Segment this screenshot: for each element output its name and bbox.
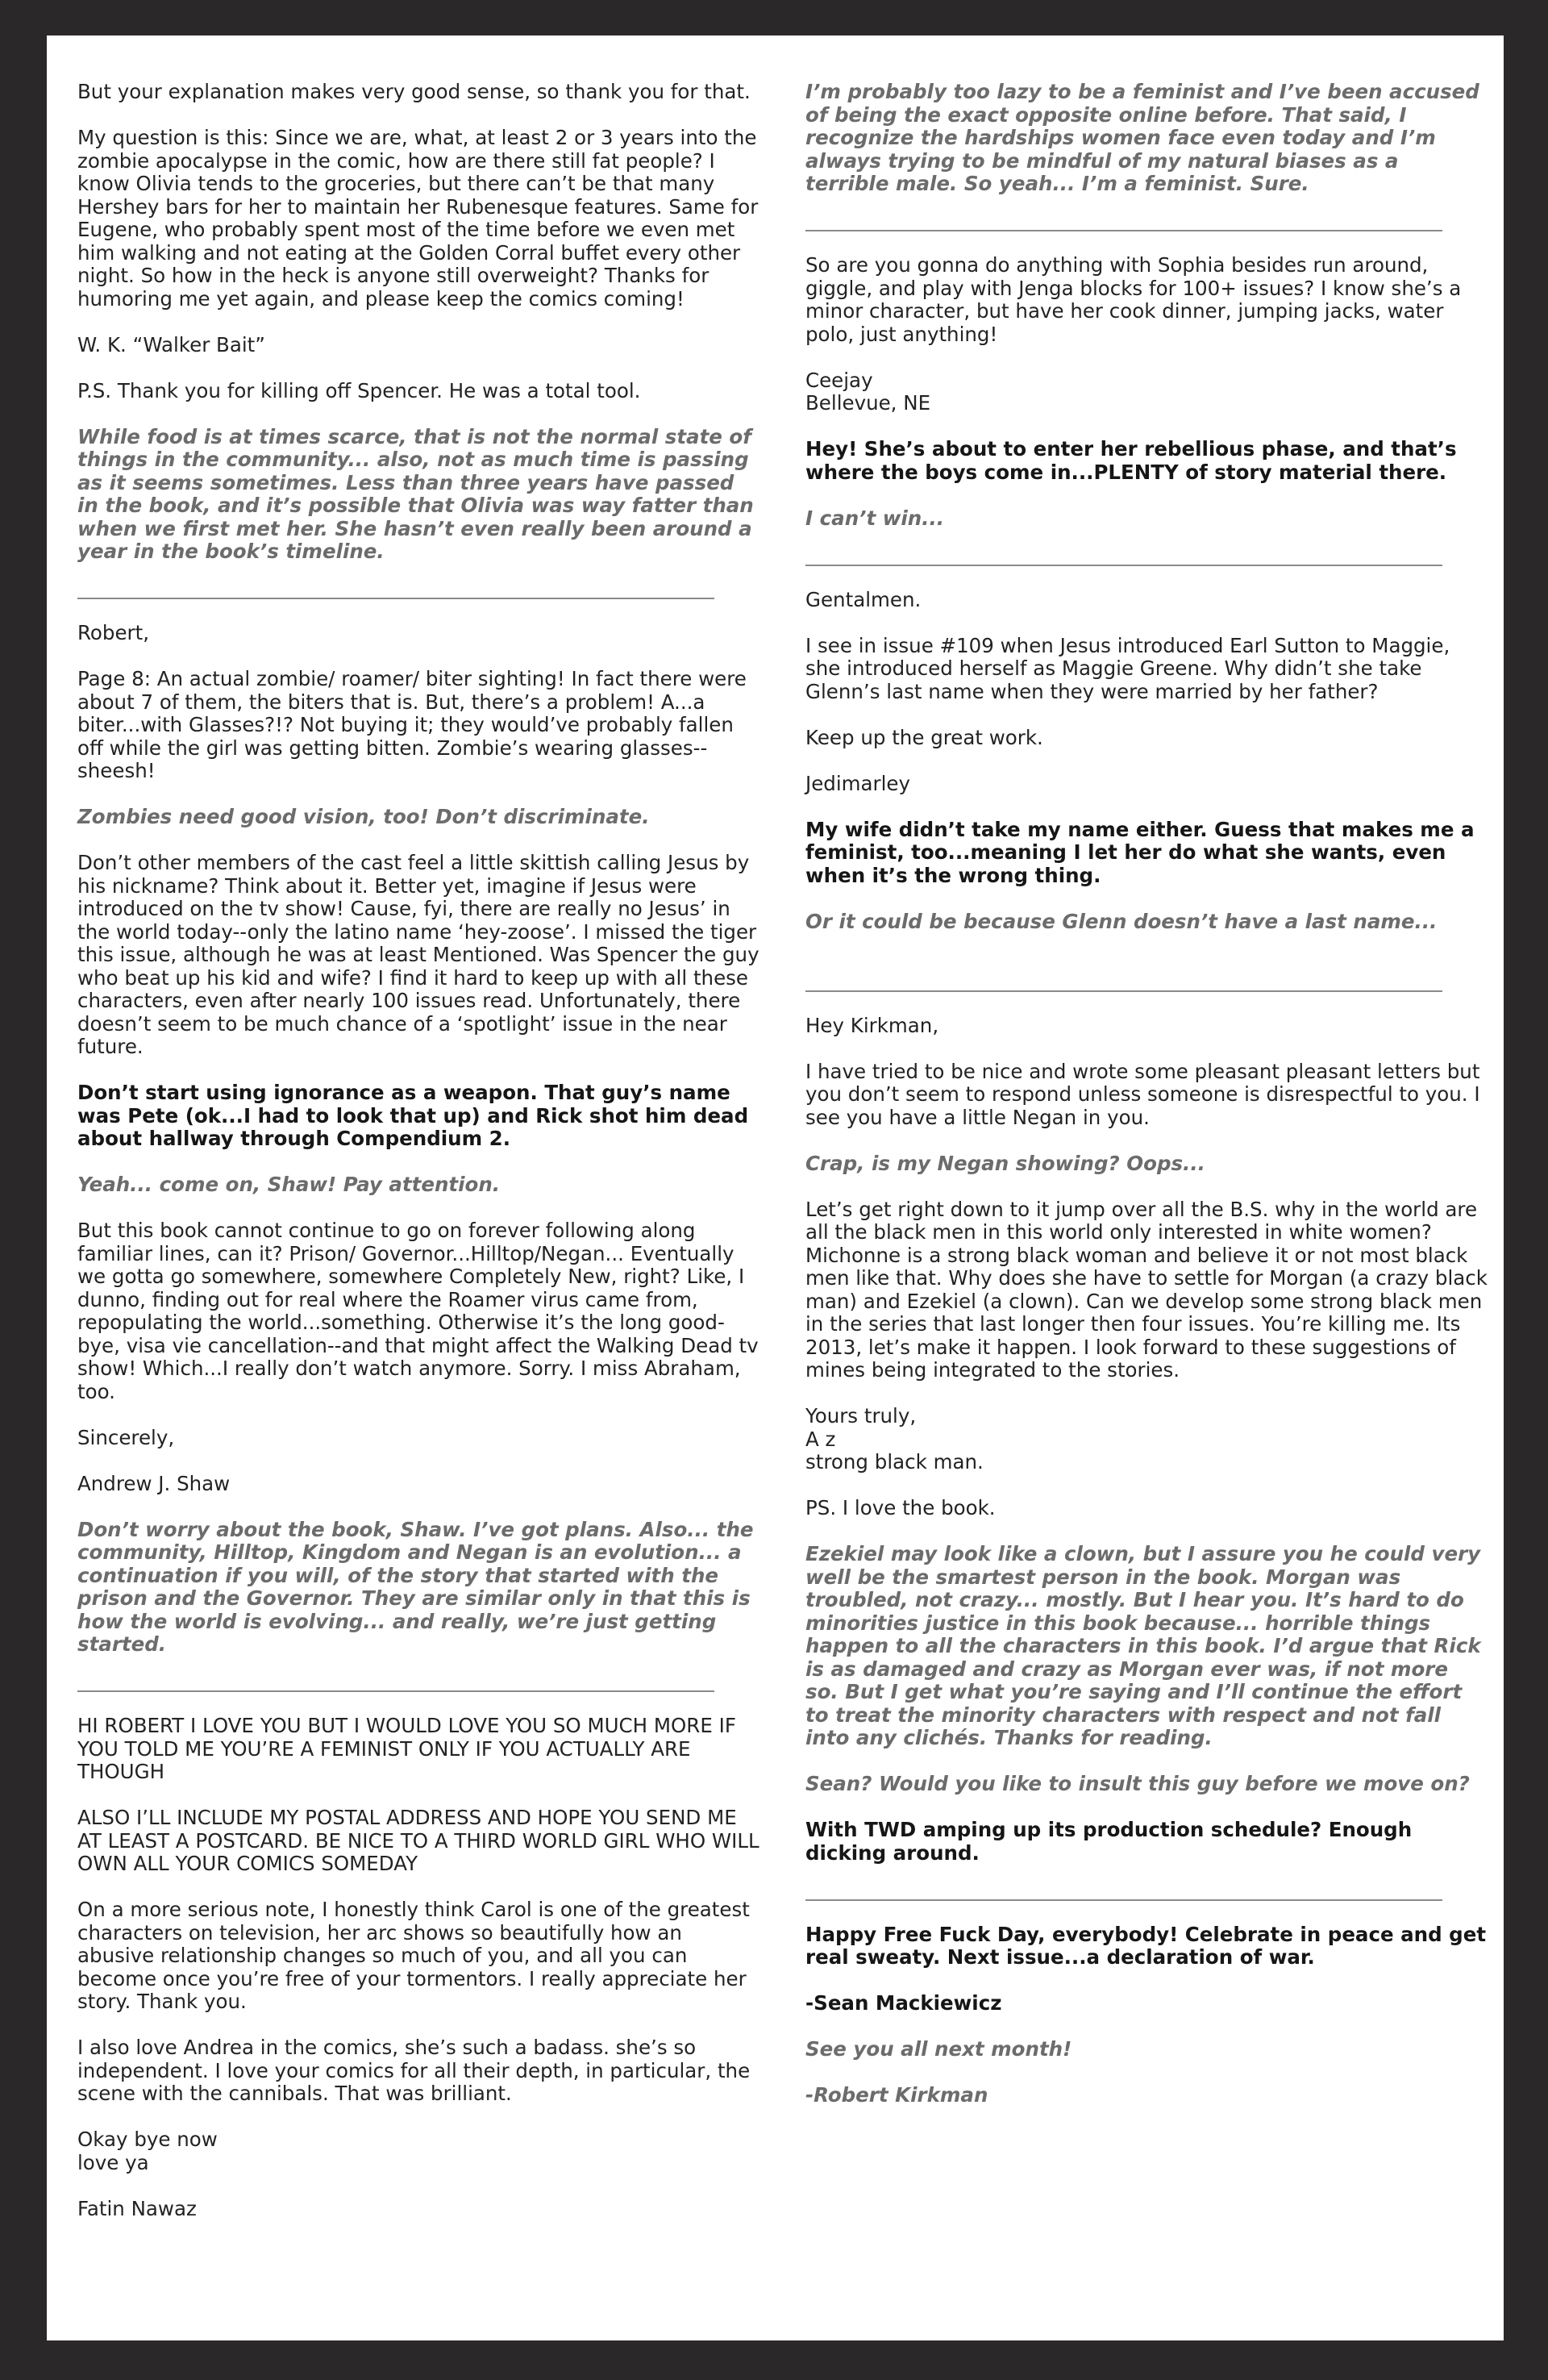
editor-reply-sean: My wife didn’t take my name either. Guess that makes me a feminist, too...meaning I let her do what she wants, even when it’s the wrong thing. [805,817,1475,887]
reader-letter-paragraph: ALSO I’LL INCLUDE MY POSTAL ADDRESS AND HOPE YOU SEND ME AT LEAST A POSTCARD. BE NICE TO A THIRD WORLD GIRL WHO WILL OWN ALL YOUR COMICS SOMEDAY [77,1806,759,1875]
reader-letter-paragraph: Robert, [77,621,150,644]
reader-letter-paragraph: So are you gonna do anything with Sophia besides run around, giggle, and play with Jenga blocks for 100+ issues? I know she’s a minor character, but have her cook dinner, jumping jacks, water polo, just anything! [805,253,1462,346]
editor-reply-kirkman: Don’t worry about the book, Shaw. I’ve got plans. Also... the community, Hilltop, Kingdom and Negan is an evolution... a continuation if you will, of the story that started with the prison and the Governor. They are similar only in that this is how the world is evolving... and really, we’re just getting started. [77,1517,754,1656]
reader-letter-paragraph: I see in issue #109 when Jesus introduced Earl Sutton to Maggie, she introduced herself as Maggie Greene. Why didn’t she take Glenn’s last name when they were married by her father? [805,633,1450,703]
reader-letter-paragraph: Andrew J. Shaw [77,1471,231,1495]
editor-reply-kirkman: Ezekiel may look like a clown, but I assure you he could very well be the smartest person in the book. Morgan was troubled, not crazy... mostly. But I hear you. It’s hard to do minorities justice in this book because... horrible things happen to all the characters in this book. I’d argue that Rick is as damaged and crazy as Morgan ever was, if not more so. But I get what you’re saying and I’ll continue the effort to treat the minority characters with respect and not fall into any clichés. Thanks for reading. [805,1542,1481,1749]
editor-reply-sean: -Sean Mackiewicz [805,1991,1002,2015]
reader-letter-paragraph: But your explanation makes very good sense, so thank you for that. [77,80,751,103]
reader-letter-paragraph: W. K. “Walker Bait” [77,332,265,356]
editor-reply-sean: With TWD amping up its production schedule? Enough dicking around. [805,1818,1413,1865]
letters-page [47,35,1504,2340]
reader-letter-paragraph: Keep up the great work. [805,725,1043,749]
reader-letter-paragraph: Page 8: An actual zombie/ roamer/ biter sighting! In fact there were about 7 of them, the biters that is. But, there’s a problem! A...a biter...with Glasses?!? Not buying it; they would’ve probably fallen off while the girl was getting bitten. Zombie’s wearing glasses--sheesh! [77,667,747,782]
reader-letter-paragraph: Sincerely, [77,1425,175,1449]
separator-rule [805,542,1442,566]
editor-reply-sean: Happy Free Fuck Day, everybody! Celebrate in peace and get real sweaty. Next issue...a declaration of war. [805,1922,1487,1969]
reader-letter-paragraph: Don’t other members of the cast feel a little skittish calling Jesus by his nickname? Think about it. Better yet, imagine if Jesus were introduced on the tv show! Cause, fyi, there are really no Jesus’ in the world today--only the latino name ‘hey-zoose’. I missed the tiger this issue, although he was at least Mentioned. Was Spencer the guy who beat up his kid and wife? I find it hard to keep up with all these characters, even after nearly 100 issues read. Unfortunately, there doesn’t seem to be much chance of a ‘spotlight’ issue in the near future. [77,851,759,1058]
editor-reply-kirkman: Yeah... come on, Shaw! Pay attention. [77,1173,501,1196]
right-column [805,81,1488,2130]
separator-rule [805,207,1442,231]
editor-reply-kirkman: While food is at times scarce, that is not the normal state of things in the community... also, not as much time is passing as it seems sometimes. Less than three years have passed in the book, and it’s possible that Olivia was way fatter than when we first met her. She hasn’t even really been around a year in the book’s timeline. [77,424,754,563]
separator-rule [805,968,1442,992]
editor-reply-kirkman: Crap, is my Negan showing? Oops... [805,1151,1205,1175]
reader-letter-paragraph: Fatin Nawaz [77,2196,197,2220]
editor-reply-kirkman: -Robert Kirkman [805,2083,988,2107]
reader-letter-paragraph: On a more serious note, I honestly think Carol is one of the greatest characters on television, her arc shows so beautifully how an abusive relationship changes so much of you, and all you can become once you’re free of your tormentors. I really appreciate her story. Thank you. [77,1898,750,2013]
left-column [77,81,759,2244]
editor-reply-kirkman: I can’t win... [805,506,945,530]
editor-reply-kirkman: Or it could be because Glenn doesn’t have a last name... [805,909,1438,933]
reader-letter-paragraph: I also love Andrea in the comics, she’s such a badass. she’s so independent. I love your comics for all their depth, in particular, the scene with the cannibals. That was brilliant. [77,2036,751,2105]
reader-letter-paragraph: Ceejay Bellevue, NE [805,368,931,415]
reader-letter-paragraph: Okay bye now love ya [77,2128,218,2174]
reader-letter-paragraph: Gentalmen. [805,587,922,611]
reader-letter-paragraph: Let’s get right down to it jump over all the B.S. why in the world are all the black men in this world only interested in white women? Michonne is a strong black woman and believe it or not most black men like that. Why does she have to settle for Morgan (a crazy black man) and Ezekiel (a clown). Can we develop some strong black men in the series that last longer then four issues. You’re killing me. Its 2013, let’s make it happen. I look forward to these suggestions of mines being integrated to the stories. [805,1197,1488,1382]
reader-letter-paragraph: My question is this: Since we are, what, at least 2 or 3 years into the zombie apocalypse in the comic, how are there still fat people? I know Olivia tends to the groceries, but there can’t be that many Hershey bars for her to maintain her Rubenesque features. Same for Eugene, who probably spent most of the time before we even met him walking and not eating at the Golden Corral buffet every other night. So how in the heck is anyone still overweight? Thanks for humoring me yet again, and please keep the comics coming! [77,126,759,311]
reader-letter-paragraph: But this book cannot continue to go on forever following along familiar lines, can it? Prison/ Governor...Hilltop/Negan... Eventually we gotta go somewhere, somewhere Completely New, right? Like, I dunno, finding out for real where the Roamer virus came from, repopulating the world...something. Otherwise it’s the long good-bye, visa vie cancellation--and that might affect the Walking Dead tv show! Which...I really don’t watch anymore. Sorry. I miss Abraham, too. [77,1219,759,1403]
editor-reply-sean: Don’t start using ignorance as a weapon. That guy’s name was Pete (ok...I had to look that up) and Rick shot him dead about hallway through Compendium 2. [77,1081,749,1150]
editor-reply-sean: Hey! She’s about to enter her rebellious phase, and that’s where the boys come in...PLENTY of story material there. [805,437,1457,484]
reader-letter-paragraph: HI ROBERT I LOVE YOU BUT I WOULD LOVE YOU SO MUCH MORE IF YOU TOLD ME YOU’RE A FEMINIST ONLY IF YOU ACTUALLY ARE THOUGH [77,1714,736,1783]
reader-letter-paragraph: P.S. Thank you for killing off Spencer. He was a total tool. [77,378,641,402]
separator-rule [77,575,714,599]
reader-letter-paragraph: Jedimarley [805,771,910,795]
editor-reply-kirkman: Zombies need good vision, too! Don’t discriminate. [77,805,650,828]
reader-letter-paragraph: Yours truly, A z strong black man. [805,1404,984,1473]
separator-rule [77,1668,714,1692]
editor-reply-kirkman: See you all next month! [805,2037,1072,2061]
reader-letter-paragraph: Hey Kirkman, [805,1013,939,1037]
reader-letter-paragraph: I have tried to be nice and wrote some pleasant pleasant letters but you don’t seem to respond unless someone is disrespectful to you. I see you have a little Negan in you. [805,1059,1480,1129]
editor-reply-kirkman: Sean? Would you like to insult this guy before we move on? [805,1772,1470,1795]
reader-letter-paragraph: PS. I love the book. [805,1496,996,1519]
separator-rule [805,1877,1442,1901]
editor-reply-kirkman: I’m probably too lazy to be a feminist and I’ve been accused of being the exact opposite online before. That said, I recognize the hardships women face even today and I’m always trying to be mindful of my natural biases as a terrible male. So yeah... I’m a feminist. Sure. [805,80,1479,195]
